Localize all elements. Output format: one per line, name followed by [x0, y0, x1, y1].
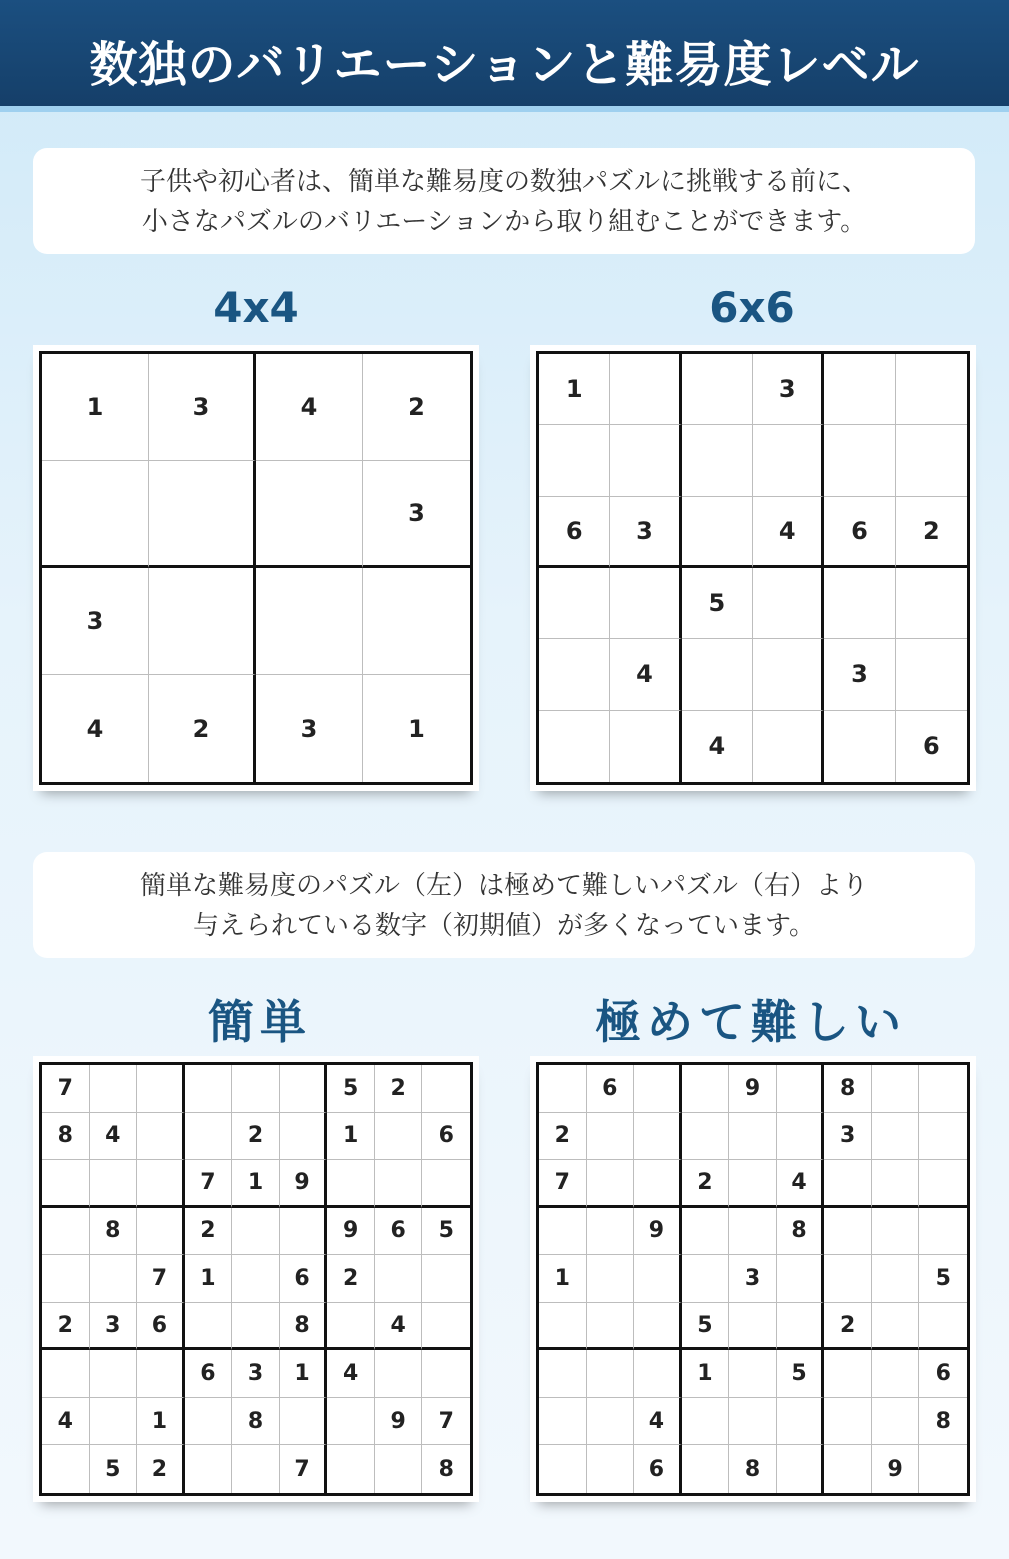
sudoku-cell: [682, 1255, 730, 1303]
sudoku-cell: [375, 1445, 423, 1493]
sudoku-cell: 4: [327, 1350, 375, 1398]
sudoku-cell: 5: [327, 1065, 375, 1113]
sudoku-cell: 2: [232, 1113, 280, 1161]
sudoku-cell: 9: [280, 1160, 328, 1208]
sudoku-cell: [824, 1160, 872, 1208]
sudoku-cell: [280, 1113, 328, 1161]
sudoku-cell: [753, 639, 824, 710]
sudoku-cell: 8: [438, 1456, 454, 1482]
sudoku-cell: [232, 1445, 280, 1493]
sudoku-cell: 5: [422, 1208, 470, 1256]
sudoku-cell: 7: [185, 1160, 233, 1208]
sudoku-cell: [422, 1303, 470, 1351]
sudoku-cell: 4: [42, 1398, 90, 1446]
sudoku-cell: [90, 1065, 138, 1113]
sudoku-cell: 8: [90, 1208, 138, 1256]
sudoku-cell: [777, 1065, 825, 1113]
sudoku-cell: 1: [539, 354, 610, 425]
sudoku-cell: 4: [634, 1398, 682, 1446]
sudoku-cell: 3: [42, 568, 149, 675]
intro-note-line-2: 小さなパズルのバリエーションから取り組むことができます。: [141, 207, 867, 237]
sudoku-cell: 6: [185, 1350, 233, 1398]
sudoku-cell: [42, 461, 149, 568]
sudoku-cell: 9: [729, 1065, 777, 1113]
sudoku-cell: [587, 1255, 635, 1303]
sudoku-cell: 2: [824, 1303, 872, 1351]
sudoku-cell: [90, 1255, 138, 1303]
sudoku-grid-hard: [536, 1062, 970, 1496]
sudoku-cell: 2: [682, 1160, 730, 1208]
sudoku-cell: [327, 1160, 375, 1208]
sudoku-cell: 8: [777, 1208, 825, 1256]
sudoku-cell: [872, 1255, 920, 1303]
sudoku-cell: [232, 1208, 280, 1256]
sudoku-cell: [149, 461, 256, 568]
sudoku-cell: [824, 711, 895, 782]
sudoku-cell: [682, 425, 753, 496]
difficulty-note: [33, 852, 975, 958]
sudoku-cell: [896, 568, 967, 639]
sudoku-grid-easy: [39, 1062, 473, 1496]
sudoku-cell: 4: [375, 1303, 423, 1351]
sudoku-cell: [422, 1350, 470, 1398]
difficulty-note-line-2: 与えられている数字（初期値）が多くなっています。: [193, 911, 815, 941]
sudoku-cell: 9: [634, 1208, 682, 1256]
sudoku-cell: [872, 1065, 920, 1113]
sudoku-cell: 6: [137, 1303, 185, 1351]
sudoku-cell: [753, 568, 824, 639]
sudoku-cell: [824, 1445, 872, 1493]
sudoku-cell: 6: [422, 1113, 470, 1161]
sudoku-cell: [90, 1160, 138, 1208]
header-banner: [0, 0, 1009, 112]
sudoku-cell: [919, 1113, 967, 1161]
sudoku-cell: 2: [149, 675, 256, 782]
sudoku-cell: [587, 1303, 635, 1351]
sudoku-cell: [375, 1160, 423, 1208]
sudoku-cell: 3: [610, 497, 681, 568]
sudoku-cell: [587, 1445, 635, 1493]
sudoku-cell: [610, 425, 681, 496]
sudoku-cell: [327, 1303, 375, 1351]
sudoku-cell: [824, 354, 895, 425]
sudoku-cell: [682, 1065, 730, 1113]
sudoku-cell: 4: [256, 354, 363, 461]
sudoku-cell: [42, 1350, 90, 1398]
sudoku-cell: [280, 1398, 328, 1446]
sudoku-cell: [682, 354, 753, 425]
sudoku-cell: 4: [90, 1113, 138, 1161]
sudoku-cell: [137, 1113, 185, 1161]
sudoku-cell: [729, 1350, 777, 1398]
sudoku-cell: [587, 1113, 635, 1161]
sudoku-cell: [375, 1113, 423, 1161]
sudoku-cell: [42, 1208, 90, 1256]
sudoku-cell: [137, 1065, 185, 1113]
board-6x6-wrap: [530, 345, 976, 791]
label-4x4: 4x4: [213, 283, 299, 332]
sudoku-cell: 2: [137, 1445, 185, 1493]
sudoku-cell: [256, 568, 363, 675]
sudoku-cell: [185, 1398, 233, 1446]
sudoku-cell: [375, 1255, 423, 1303]
sudoku-cell: [634, 1255, 682, 1303]
sudoku-cell: [824, 1255, 872, 1303]
sudoku-cell: [232, 1255, 280, 1303]
sudoku-cell: [682, 1208, 730, 1256]
sudoku-cell: [777, 1255, 825, 1303]
sudoku-cell: 2: [539, 1113, 587, 1161]
sudoku-cell: [872, 1113, 920, 1161]
sudoku-cell: [610, 354, 681, 425]
sudoku-cell: 4: [610, 639, 681, 710]
sudoku-cell: [90, 1350, 138, 1398]
sudoku-cell: [42, 1160, 90, 1208]
sudoku-cell: [634, 1303, 682, 1351]
sudoku-cell: 1: [280, 1350, 328, 1398]
sudoku-cell: [682, 497, 753, 568]
sudoku-cell: [327, 1445, 375, 1493]
sudoku-cell: [824, 1398, 872, 1446]
sudoku-cell: [872, 1208, 920, 1256]
sudoku-cell: 3: [90, 1303, 138, 1351]
sudoku-cell: [872, 1350, 920, 1398]
sudoku-cell: [185, 1065, 233, 1113]
sudoku-cell: 3: [232, 1350, 280, 1398]
sudoku-cell: [610, 568, 681, 639]
sudoku-cell: 1: [682, 1350, 730, 1398]
difficulty-note-line-1: 簡単な難易度のパズル（左）は極めて難しいパズル（右）より: [139, 871, 868, 901]
sudoku-cell: 2: [327, 1255, 375, 1303]
sudoku-cell: [42, 1255, 90, 1303]
sudoku-cell: 6: [919, 1350, 967, 1398]
sudoku-cell: 8: [824, 1065, 872, 1113]
sudoku-cell: [185, 1303, 233, 1351]
board-hard-wrap: [530, 1056, 976, 1502]
sudoku-cell: 6: [539, 497, 610, 568]
sudoku-cell: [777, 1398, 825, 1446]
sudoku-cell: [539, 639, 610, 710]
sudoku-cell: [872, 1303, 920, 1351]
sudoku-cell: [729, 1113, 777, 1161]
sudoku-cell: 5: [919, 1255, 967, 1303]
sudoku-cell: 9: [375, 1398, 423, 1446]
sudoku-cell: [280, 1208, 328, 1256]
sudoku-cell: 2: [363, 354, 470, 461]
sudoku-cell: 1: [42, 354, 149, 461]
sudoku-cell: [539, 568, 610, 639]
sudoku-cell: [919, 1208, 967, 1256]
sudoku-cell: [919, 1160, 967, 1208]
sudoku-cell: [610, 711, 681, 782]
sudoku-cell: 3: [149, 354, 256, 461]
sudoku-cell: [682, 639, 753, 710]
sudoku-cell: 1: [232, 1160, 280, 1208]
sudoku-cell: 7: [539, 1160, 587, 1208]
sudoku-cell: [185, 1113, 233, 1161]
sudoku-cell: [539, 1208, 587, 1256]
sudoku-cell: [375, 1350, 423, 1398]
sudoku-cell: [896, 639, 967, 710]
sudoku-cell: [587, 1160, 635, 1208]
sudoku-cell: [634, 1160, 682, 1208]
sudoku-cell: 6: [587, 1065, 635, 1113]
sudoku-cell: [753, 425, 824, 496]
intro-note-line-1: 子供や初心者は、簡単な難易度の数独パズルに挑戦する前に、: [139, 167, 868, 197]
sudoku-cell: [539, 1445, 587, 1493]
sudoku-cell: [872, 1398, 920, 1446]
sudoku-cell: 5: [777, 1350, 825, 1398]
sudoku-cell: [90, 1398, 138, 1446]
sudoku-cell: [729, 1160, 777, 1208]
sudoku-cell: [777, 1303, 825, 1351]
sudoku-cell: 7: [280, 1445, 328, 1493]
sudoku-cell: [149, 568, 256, 675]
sudoku-cell: [729, 1208, 777, 1256]
sudoku-cell: 5: [682, 568, 753, 639]
sudoku-cell: [327, 1398, 375, 1446]
sudoku-cell: 4: [753, 497, 824, 568]
sudoku-cell: [896, 354, 967, 425]
board-4x4-wrap: [33, 345, 479, 791]
sudoku-cell: [587, 1398, 635, 1446]
sudoku-grid-4x4: [39, 351, 473, 785]
sudoku-cell: 1: [137, 1398, 185, 1446]
sudoku-cell: 9: [327, 1208, 375, 1256]
sudoku-cell: 6: [634, 1445, 682, 1493]
sudoku-cell: 2: [42, 1303, 90, 1351]
sudoku-cell: [539, 1398, 587, 1446]
sudoku-cell: [682, 1398, 730, 1446]
sudoku-cell: 2: [375, 1065, 423, 1113]
sudoku-cell: [422, 1065, 470, 1113]
sudoku-cell: [824, 568, 895, 639]
sudoku-cell: [232, 1065, 280, 1113]
sudoku-cell: [587, 1350, 635, 1398]
sudoku-cell: [919, 1065, 967, 1113]
sudoku-cell: 1: [539, 1255, 587, 1303]
sudoku-cell: [185, 1445, 233, 1493]
sudoku-cell: 8: [729, 1445, 777, 1493]
sudoku-cell: [280, 1065, 328, 1113]
sudoku-cell: [539, 1065, 587, 1113]
sudoku-cell: 8: [919, 1398, 967, 1446]
sudoku-cell: [137, 1208, 185, 1256]
sudoku-cell: 6: [922, 732, 940, 761]
intro-note: [33, 148, 975, 254]
sudoku-cell: 3: [824, 639, 895, 710]
sudoku-cell: 5: [682, 1303, 730, 1351]
sudoku-cell: [777, 1445, 825, 1493]
sudoku-cell: [539, 711, 610, 782]
sudoku-cell: [634, 1065, 682, 1113]
sudoku-cell: [587, 1208, 635, 1256]
sudoku-cell: 6: [280, 1255, 328, 1303]
sudoku-cell: [256, 461, 363, 568]
board-easy-wrap: [33, 1056, 479, 1502]
sudoku-cell: [824, 1350, 872, 1398]
sudoku-cell: [422, 1160, 470, 1208]
sudoku-cell: 3: [729, 1255, 777, 1303]
sudoku-cell: [363, 568, 470, 675]
sudoku-cell: [539, 1303, 587, 1351]
sudoku-cell: 7: [137, 1255, 185, 1303]
sudoku-cell: [824, 425, 895, 496]
sudoku-cell: 2: [185, 1208, 233, 1256]
sudoku-cell: [729, 1303, 777, 1351]
sudoku-cell: [872, 1160, 920, 1208]
sudoku-cell: [422, 1255, 470, 1303]
sudoku-cell: [42, 1445, 90, 1493]
sudoku-cell: 4: [682, 711, 753, 782]
sudoku-cell: [753, 711, 824, 782]
sudoku-cell: [919, 1303, 967, 1351]
sudoku-cell: 4: [777, 1160, 825, 1208]
sudoku-cell: 1: [327, 1113, 375, 1161]
sudoku-grid-6x6: [536, 351, 970, 785]
sudoku-cell: [137, 1350, 185, 1398]
sudoku-cell: 2: [896, 497, 967, 568]
sudoku-cell: 4: [42, 675, 149, 782]
sudoku-cell: [539, 425, 610, 496]
sudoku-cell: 8: [280, 1303, 328, 1351]
page-title: 数独のバリエーションと難易度レベル: [89, 37, 920, 93]
sudoku-cell: [137, 1160, 185, 1208]
sudoku-cell: [919, 1445, 967, 1493]
sudoku-cell: [896, 425, 967, 496]
sudoku-cell: 1: [408, 714, 425, 743]
sudoku-cell: [539, 1350, 587, 1398]
sudoku-cell: 5: [90, 1445, 138, 1493]
sudoku-cell: [777, 1113, 825, 1161]
label-6x6: 6x6: [709, 283, 795, 332]
sudoku-cell: [682, 1113, 730, 1161]
sudoku-cell: 3: [363, 461, 470, 568]
sudoku-cell: 6: [375, 1208, 423, 1256]
sudoku-cell: 3: [753, 354, 824, 425]
sudoku-cell: [634, 1350, 682, 1398]
sudoku-cell: [634, 1113, 682, 1161]
sudoku-cell: [682, 1445, 730, 1493]
sudoku-cell: 7: [42, 1065, 90, 1113]
sudoku-cell: 8: [42, 1113, 90, 1161]
sudoku-cell: 7: [422, 1398, 470, 1446]
label-easy: 簡単: [208, 995, 312, 1049]
sudoku-cell: [232, 1303, 280, 1351]
sudoku-cell: [824, 1208, 872, 1256]
sudoku-cell: [729, 1398, 777, 1446]
sudoku-cell: 9: [872, 1445, 920, 1493]
sudoku-cell: 1: [185, 1255, 233, 1303]
sudoku-cell: 3: [256, 675, 363, 782]
sudoku-cell: 6: [824, 497, 895, 568]
label-hard: 極めて難しい: [595, 995, 907, 1049]
sudoku-cell: 8: [232, 1398, 280, 1446]
sudoku-cell: 3: [824, 1113, 872, 1161]
